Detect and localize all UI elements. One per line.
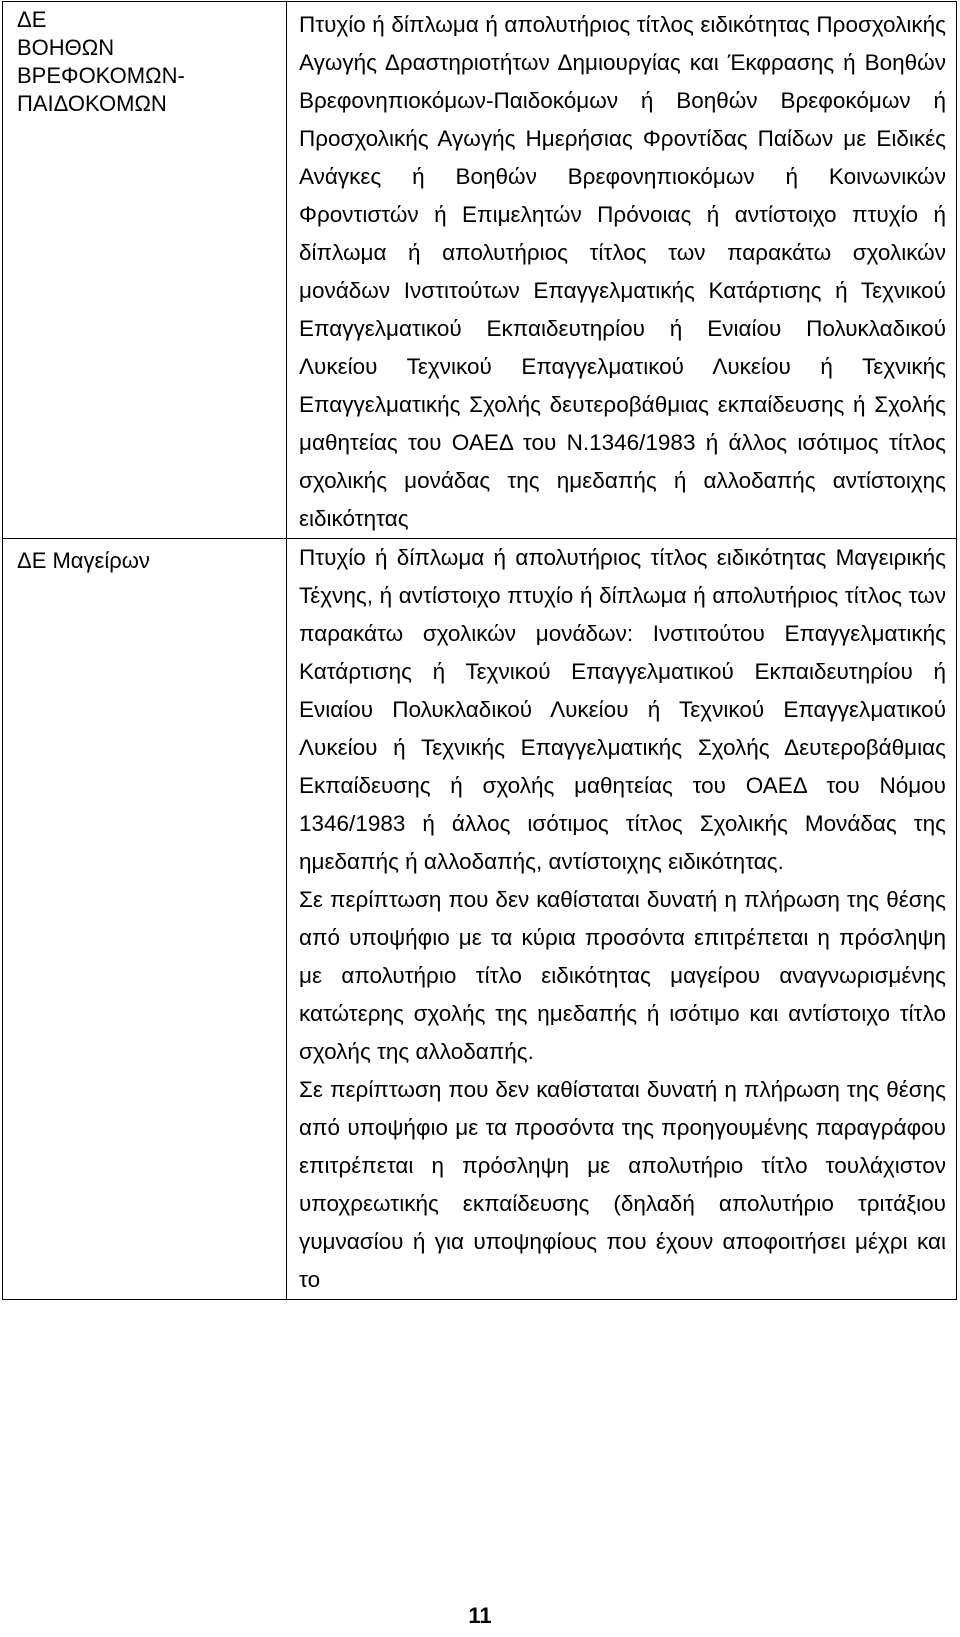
- table-row: [3, 2, 957, 539]
- specialty-line: ΒΟΗΘΩΝ: [17, 35, 115, 60]
- specialty-line: ΔΕ: [17, 7, 47, 32]
- page-number: 11: [468, 1603, 492, 1628]
- specialty-line: ΠΑΙΔΟΚΟΜΩΝ: [17, 91, 167, 116]
- qualifications-cell: [287, 2, 957, 539]
- qualification-paragraph: Πτυχίο ή δίπλωμα ή απολυτήριος τίτλος ειδικότητας Μαγειρικής Τέχνης, ή αντίστοιχο πτυχίο ή δίπλωμα ή απολυτήριος τίτλος των παρακάτω σχολικών μονάδων: Ινστιτούτου Επαγγελματικής Κατάρτισης ή Τεχνικού Επαγγελματικού Εκπαιδευτηρίου ή Ενιαίου Πολυκλαδικού Λυκείου ή Τεχνικού Επαγγελματικού Λυκείου ή Τεχνικής Επαγγελματικής Σχολής Δευτεροβάθμιας Εκπαίδευσης ή σχολής μαθητείας του ΟΑΕΔ του Νόμου 1346/1983 ή άλλος ισότιμος τίτλος Σχολικής Μονάδας της ημεδαπής ή αλλοδαπής, αντίστοιχης ειδικότητας.: [299, 545, 946, 874]
- qualifications-cell: [287, 539, 957, 1300]
- specialty-cell: [3, 539, 287, 1300]
- specialty-cell: [3, 2, 287, 539]
- qualification-paragraph: Σε περίπτωση που δεν καθίσταται δυνατή η πλήρωση της θέσης από υποψήφιο με τα κύρια προσόντα επιτρέπεται η πρόσληψη με απολυτήριο τίτλο ειδικότητας μαγείρου αναγνωρισμένης κατώτερης σχολής της ημεδαπής ή ισότιμο και αντίστοιχο τίτλο σχολής της αλλοδαπής.: [299, 887, 946, 1064]
- table-row: [3, 539, 957, 1300]
- qualification-paragraph: Πτυχίο ή δίπλωμα ή απολυτήριος τίτλος ειδικότητας Προσχολικής Αγωγής Δραστηριοτήτων Δημιουργίας και Έκφρασης ή Βοηθών Βρεφονηπιοκόμων-Παιδοκόμων ή Βοηθών Βρεφοκόμων ή Προσχολικής Αγωγής Ημερήσιας Φροντίδας Παίδων με Ειδικές Ανάγκες ή Βοηθών Βρεφονηπιοκόμων ή Κοινωνικών Φροντιστών ή Επιμελητών Πρόνοιας ή αντίστοιχο πτυχίο ή δίπλωμα ή απολυτήριος τίτλος των παρακάτω σχολικών μονάδων Ινστιτούτων Επαγγελματικής Κατάρτισης ή Τεχνικού Επαγγελματικού Εκπαιδευτηρίου ή Ενιαίου Πολυκλαδικού Λυκείου Τεχνικού Επαγγελματικού Λυκείου ή Τεχνικής Επαγγελματικής Σχολής δευτεροβάθμιας εκπαίδευσης ή Σχολής μαθητείας του ΟΑΕΔ του Ν.1346/1983 ή άλλος ισότιμος τίτλος σχολικής μονάδας της ημεδαπής ή αλλοδαπής αντίστοιχης ειδικότητας: [299, 12, 946, 531]
- specialty-line: ΔΕ Μαγείρων: [17, 548, 150, 573]
- qualifications-table: [2, 1, 957, 1300]
- qualification-paragraph: Σε περίπτωση που δεν καθίσταται δυνατή η πλήρωση της θέσης από υποψήφιο με τα προσόντα της προηγουμένης παραγράφου επιτρέπεται η πρόσληψη με απολυτήριο τίτλο τουλάχιστον υποχρεωτικής εκπαίδευσης (δηλαδή απολυτήριο τριτάξιου γυμνασίου ή για υποψηφίους που έχουν αποφοιτήσει μέχρι και το: [299, 1077, 946, 1292]
- specialty-line: ΒΡΕΦΟΚΟΜΩΝ-: [17, 63, 185, 88]
